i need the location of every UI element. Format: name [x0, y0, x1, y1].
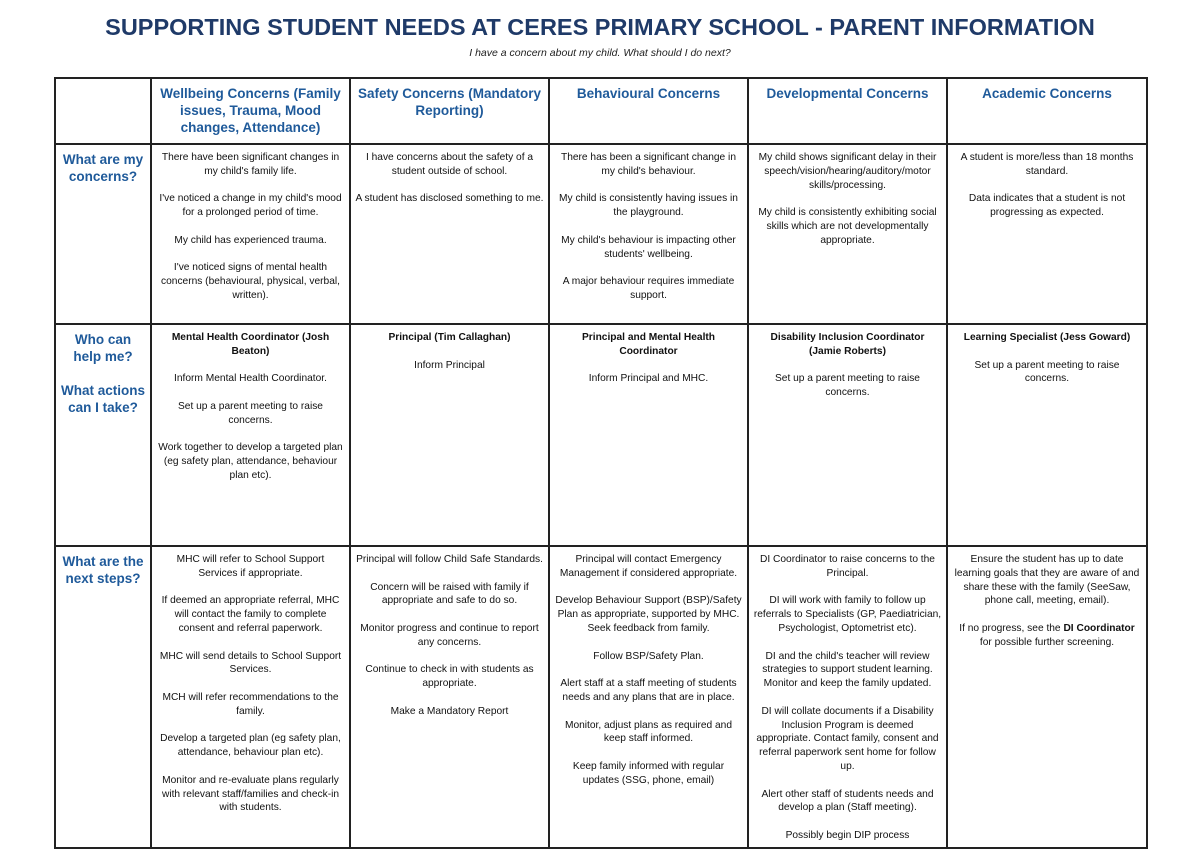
next-steps-wellbeing-cell: [151, 546, 350, 848]
concerns-row: [55, 144, 1147, 324]
cell-text: My child's behaviour is impacting other students' wellbeing.: [561, 234, 736, 260]
next-steps-behavioural-cell: [549, 546, 748, 848]
next-steps-safety-cell: [350, 546, 549, 848]
cell-text: A major behaviour requires immediate support.: [562, 276, 735, 301]
cell-text: Monitor, adjust plans as required and keep staff informed.: [564, 719, 733, 745]
cell-text: Set up a parent meeting to raise concerns.: [178, 400, 323, 426]
contact-name: Principal (Tim Callaghan): [388, 332, 511, 343]
cell-text: Develop Behaviour Support (BSP)/Safety Plan as appropriate, supported by MHC. Seek feedback from family.: [555, 595, 742, 634]
cell-text: Set up a parent meeting to raise concerns.: [775, 373, 920, 399]
row-header-help: [55, 324, 151, 546]
cell-text-di-coordinator: [952, 622, 1142, 650]
cell-text: DI and the child's teacher will review strategies to support student learning. Monitor and keep the family updated.: [762, 650, 933, 690]
cell-text-post: for possible further screening.: [979, 636, 1115, 648]
concerns-safety-cell: [350, 144, 549, 324]
column-header-academic: Academic Concerns: [947, 78, 1147, 144]
page-title: SUPPORTING STUDENT NEEDS AT CERES PRIMARY SCHOOL - PARENT INFORMATION: [105, 14, 1095, 40]
contact-name: Principal and Mental Health Coordinator: [581, 332, 716, 357]
cell-text: I've noticed signs of mental health concerns (behavioural, physical, verbal, written).: [161, 262, 340, 301]
row-header-next-steps: What are the next steps?: [55, 546, 151, 848]
cell-text: Follow BSP/Safety Plan.: [593, 650, 704, 662]
column-header-safety: Safety Concerns (Mandatory Reporting): [350, 78, 549, 144]
cell-text: Data indicates that a student is not progressing as expected.: [968, 193, 1126, 219]
help-row: [55, 324, 1147, 546]
cell-text: My child is consistently having issues in the playground.: [559, 193, 738, 219]
cell-text: There have been significant changes in my child's family life.: [161, 152, 340, 177]
cell-text: Monitor and re-evaluate plans regularly with relevant staff/families and check-in with students.: [161, 774, 340, 814]
help-behavioural-cell: [549, 324, 748, 546]
header-row: [55, 78, 1147, 144]
cell-text: Concern will be raised with family if appropriate and safe to do so.: [370, 581, 529, 607]
cell-text: DI will collate documents if a Disability Inclusion Program is deemed appropriate. Contact family, consent and referral paperwork sent home for follow up.: [756, 705, 939, 772]
cell-text-pre: If no progress, see the: [959, 622, 1064, 634]
column-header-wellbeing: Wellbeing Concerns (Family issues, Trauma, Mood changes, Attendance): [151, 78, 350, 144]
cell-text: Make a Mandatory Report: [390, 705, 509, 717]
concerns-behavioural-cell: [549, 144, 748, 324]
corner-cell: [55, 78, 151, 144]
di-coordinator-emphasis: DI Coordinator: [1063, 622, 1135, 634]
cell-text: Develop a targeted plan (eg safety plan, attendance, behaviour plan etc).: [160, 733, 341, 759]
row-header-concerns: What are my concerns?: [55, 144, 151, 324]
cell-text: If deemed an appropriate referral, MHC will contact the family to complete consent and referral paperwork.: [161, 595, 340, 634]
cell-text: Work together to develop a targeted plan (eg safety plan, attendance, behaviour plan etc).: [158, 442, 343, 481]
cell-text: MCH will refer recommendations to the family.: [162, 691, 339, 717]
concerns-academic-cell: [947, 144, 1147, 324]
cell-text: My child is consistently exhibiting social skills which are not developmentally appropriate.: [758, 207, 937, 246]
cell-text: Principal will contact Emergency Management if considered appropriate.: [559, 554, 738, 579]
cell-text: There has been a significant change in my child's behaviour.: [560, 152, 736, 177]
cell-text: Principal will follow Child Safe Standards.: [356, 554, 543, 565]
help-wellbeing-cell: [151, 324, 350, 546]
cell-text: Alert staff at a staff meeting of students needs and any plans that are in place.: [560, 678, 737, 703]
cell-text: Continue to check in with students as appropriate.: [365, 664, 534, 690]
support-table: [54, 77, 1148, 849]
cell-text: Inform Principal and MHC.: [588, 373, 709, 385]
row-header-what-actions: What actions can I take?: [60, 383, 145, 415]
cell-text: A student has disclosed something to me.: [355, 193, 544, 205]
cell-text: Keep family informed with regular updates (SSG, phone, email): [572, 760, 725, 786]
concerns-developmental-cell: [748, 144, 947, 324]
next-steps-developmental-cell: [748, 546, 947, 848]
row-header-who-can-help: Who can help me?: [73, 332, 133, 364]
cell-text: MHC will refer to School Support Services if appropriate.: [176, 554, 325, 579]
cell-text: DI will work with family to follow up referrals to Specialists (GP, Paediatrician, Psychologist, Optometrist etc).: [753, 595, 942, 634]
cell-text: Alert other staff of students needs and develop a plan (Staff meeting).: [761, 788, 934, 814]
contact-name: Mental Health Coordinator (Josh Beaton): [171, 332, 330, 357]
cell-text: A student is more/less than 18 months standard.: [960, 152, 1134, 177]
cell-text: Inform Principal: [414, 359, 485, 371]
column-header-developmental: Developmental Concerns: [748, 78, 947, 144]
cell-text: My child has experienced trauma.: [174, 234, 327, 246]
help-academic-cell: [947, 324, 1147, 546]
cell-text: I've noticed a change in my child's mood for a prolonged period of time.: [159, 193, 342, 219]
concerns-wellbeing-cell: [151, 144, 350, 324]
next-steps-row: [55, 546, 1147, 848]
cell-text: Possibly begin DIP process: [785, 829, 910, 841]
help-developmental-cell: [748, 324, 947, 546]
cell-text: Monitor progress and continue to report any concerns.: [360, 622, 539, 648]
next-steps-academic-cell: [947, 546, 1147, 848]
contact-name: Learning Specialist (Jess Goward): [963, 332, 1131, 343]
column-header-behavioural: Behavioural Concerns: [549, 78, 748, 144]
cell-text: Ensure the student has up to date learning goals that they are aware of and share these with the family (SeeSaw, phone call, meeting, email).: [954, 554, 1140, 607]
cell-text: Inform Mental Health Coordinator.: [174, 373, 327, 385]
page-subtitle: I have a concern about my child. What should I do next?: [469, 47, 731, 59]
cell-text: I have concerns about the safety of a student outside of school.: [365, 152, 534, 177]
cell-text: My child shows significant delay in their speech/vision/hearing/auditory/motor skills/processing.: [758, 152, 937, 191]
help-safety-cell: [350, 324, 549, 546]
cell-text: Set up a parent meeting to raise concerns.: [974, 359, 1120, 385]
cell-text: MHC will send details to School Support Services.: [159, 650, 342, 676]
contact-name: Disability Inclusion Coordinator (Jamie Roberts): [770, 332, 925, 357]
cell-text: DI Coordinator to raise concerns to the Principal.: [760, 554, 935, 579]
